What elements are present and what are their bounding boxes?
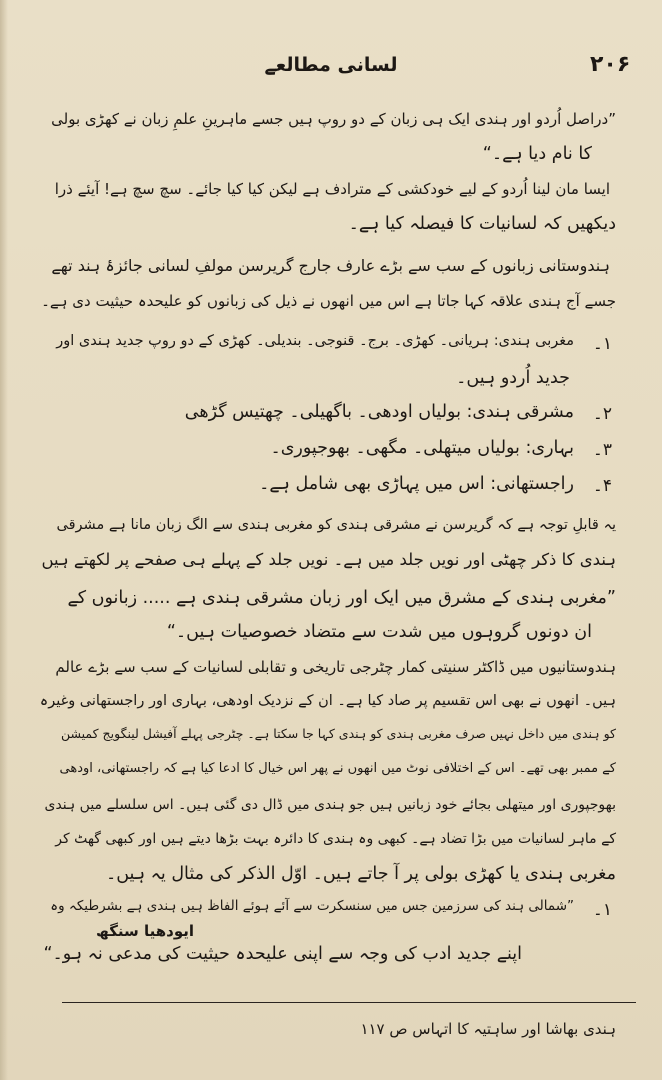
text-line: بھوجپوری اور میتھلی بجائے خود زبانیں ہیں جو ہندی میں ڈال دی گئی ہیں۔ اس سلسلے میں ہندی <box>44 797 616 813</box>
quote-line: ”مغربی ہندی کے مشرق میں ایک اور زبان مشرقی ہندی ہے ..... زبانوں کے <box>67 588 616 608</box>
list-number: ۳۔ <box>592 440 612 460</box>
text-line: کے ممبر بھی تھے۔ اس کے اختلافی نوٹ میں انھوں نے پھر اس خیال کا ادعا کیا ہے کہ راجستھانی، اودھی <box>59 761 616 776</box>
text-line: کا نام دیا ہے۔“ <box>482 144 592 164</box>
page-number: ۲۰۶ <box>590 52 631 77</box>
quote-line: ان دونوں گروہوں میں شدت سے متضاد خصوصیات ہیں۔“ <box>166 622 592 642</box>
text-line: کے ماہر لسانیات میں بڑا تضاد ہے۔ کبھی وہ ہندی کا دائرہ بہت بڑھا دیتے ہیں اور کبھی گھٹ کر <box>55 831 616 847</box>
text-line: ہندوستانیوں میں ڈاکٹر سنیتی کمار چٹرجی تاریخی و تقابلی لسانیات کے سب سے بڑے عالم <box>55 658 616 676</box>
list-number: ۱۔ <box>592 334 612 354</box>
text-line: ہندی کا ذکر چھٹی اور نویں جلد میں ہے۔ نویں جلد کے پہلے ہی صفحے پر لکھتے ہیں <box>41 550 616 569</box>
text-line: ہندوستانی زبانوں کے سب سے بڑے عارف جارج گریرسن مولفِ لسانی جائزۂ ہند تھے <box>51 256 610 275</box>
text-line: ”دراصل اُردو اور ہندی ایک ہی زبان کے دو روپ ہیں جسے ماہرینِ علمِ زبان نے کھڑی بولی <box>51 110 616 128</box>
text-line: مغربی ہندی یا کھڑی بولی پر آ جاتے ہیں۔ اوّل الذکر کی مثال یہ ہیں۔ <box>105 864 616 884</box>
page-header <box>40 52 631 92</box>
list-item-text: مغربی ہندی: ہریانی۔ کھڑی۔ برج۔ قنوجی۔ بندیلی۔ کھڑی کے دو روپ جدید ہندی اور <box>56 333 574 349</box>
text-line: دیکھیں کہ لسانیات کا فیصلہ کیا ہے۔ <box>348 214 616 234</box>
quote-line: ”شمالی ہند کی سرزمین جس میں سنسکرت سے آئے ہوئے الفاظ ہیں ہندی ہے بشرطیکہ وہ <box>50 898 574 914</box>
text-line: جسے آج ہندی علاقہ کہا جاتا ہے اس میں انھوں نے ذیل کی زبانوں کو علیحدہ حیثیت دی ہے۔ <box>41 292 616 310</box>
footnote-divider <box>62 1002 636 1003</box>
list-number: ۴۔ <box>592 476 612 496</box>
list-item-text: راجستھانی: اس میں پہاڑی بھی شامل ہے۔ <box>259 474 574 494</box>
page-shadow-edge <box>0 0 8 1080</box>
footnote: ہندی بھاشا اور ساہتیہ کا اتہاس ص ۱۱۷ <box>360 1020 616 1038</box>
quote-attribution: ایودھیا سنگھ <box>96 922 195 940</box>
text-line: کو ہندی میں داخل نہیں صرف مغربی ہندی کو ہندی کہا جا سکتا ہے۔ چٹرجی پہلے آفیشل لینگویج کمیشن <box>60 726 616 741</box>
quote-line: اپنے جدید ادب کی وجہ سے اپنی علیحدہ حیثیت کی مدعی نہ ہو۔“ <box>43 944 522 964</box>
running-title: لسانی مطالعے <box>264 54 398 76</box>
text-line: ہیں۔ انھوں نے بھی اس تقسیم پر صاد کیا ہے۔ ان کے نزدیک اودھی، بہاری اور راجستھانی وغیرہ <box>39 693 616 709</box>
text-line: ایسا مان لینا اُردو کے لیے خودکشی کے مترادف ہے لیکن کیا کیا جائے۔ سچ سچ ہے! آیئے ذرا <box>54 180 610 198</box>
list-item-text: جدید اُردو ہیں۔ <box>456 368 570 388</box>
text-line: یہ قابلِ توجہ ہے کہ گریرسن نے مشرقی ہندی کو مغربی ہندی سے الگ زبان مانا ہے مشرقی <box>56 517 616 533</box>
list-item-text: بہاری: بولیاں میتھلی۔ مگھی۔ بھوجپوری۔ <box>270 438 574 458</box>
list-number: ۱۔ <box>592 900 612 920</box>
list-item-text: مشرقی ہندی: بولیاں اودھی۔ باگھیلی۔ چھتیس گڑھی <box>184 402 574 422</box>
list-number: ۲۔ <box>592 404 612 424</box>
